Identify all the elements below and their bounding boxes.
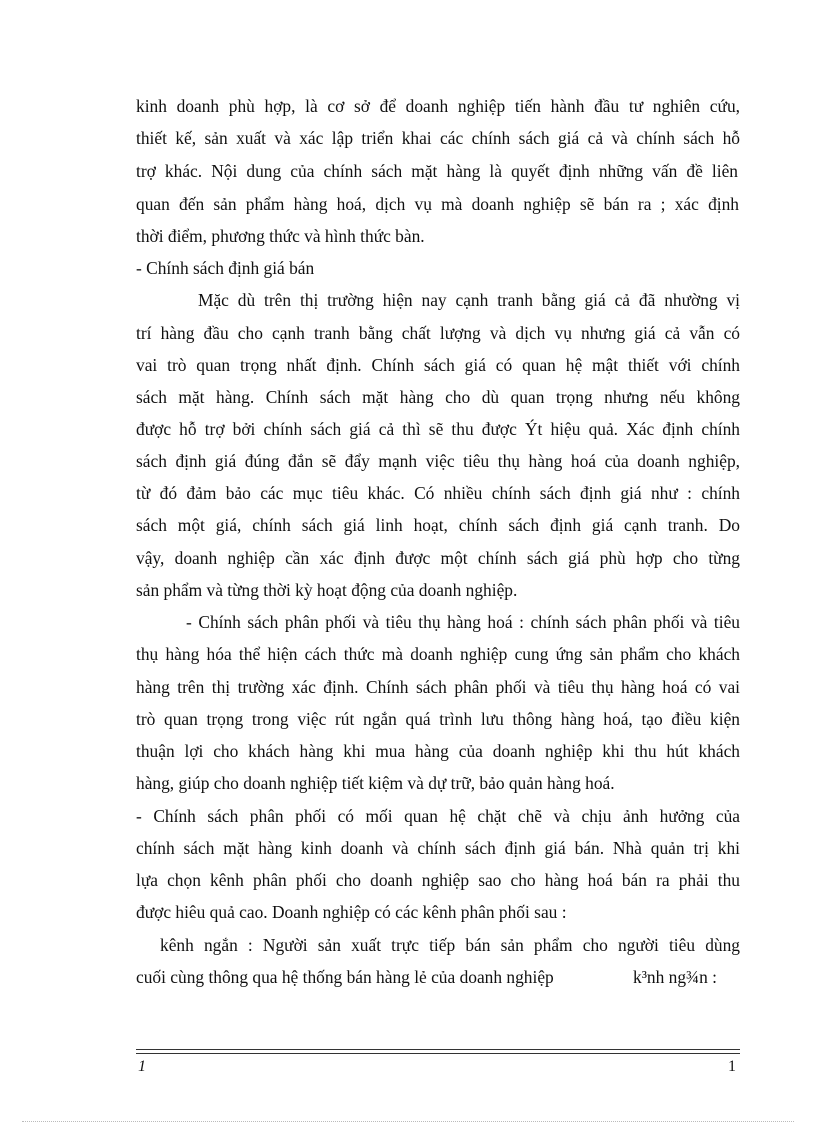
paragraph-line: hàng, giúp cho doanh nghiệp tiết kiệm và dự trữ, bảo quản hàng hoá. (136, 773, 615, 793)
paragraph-line: được hỗ trợ bởi chính sách giá cả thì sẽ thu được Ýt hiệu quả. Xác định chính (136, 419, 740, 439)
paragraph-line: sách mặt hàng. Chính sách mặt hàng cho dù quan trọng nhưng nếu không (136, 387, 740, 407)
garbled-fragment: k³nh ng¾n : (633, 967, 717, 987)
paragraph-line: vậy, doanh nghiệp cần xác định được một chính sách giá phù hợp cho từng (136, 548, 740, 568)
paragraph-line: thụ hàng hóa thể hiện cách thức mà doanh nghiệp cung ứng sản phẩm cho khách (136, 644, 740, 664)
paragraph-line: lựa chọn kênh phân phối cho doanh nghiệp sao cho hàng hoá bán ra phải thu (136, 870, 740, 890)
paragraph-line: trợ khác. Nội dung của chính sách mặt hàng là quyết định những vấn đề liên (136, 161, 738, 181)
paragraph-line: - Chính sách phân phối và tiêu thụ hàng hoá : chính sách phân phối và tiêu (186, 612, 740, 632)
paragraph-line: sản phẩm và từng thời kỳ hoạt động của doanh nghiệp. (136, 580, 518, 600)
paragraph-line: được hiêu quả cao. Doanh nghiệp có các kênh phân phối sau : (136, 902, 567, 922)
paragraph-line: chính sách mặt hàng kinh doanh và chính sách định giá bán. Nhà quản trị khi (136, 838, 740, 858)
paragraph-line: thời điểm, phương thức và hình thức bàn. (136, 226, 425, 246)
section-heading-pricing: - Chính sách định giá bán (136, 258, 315, 278)
footer-rule (136, 1049, 740, 1050)
paragraph-line: kênh ngắn : Người sản xuất trực tiếp bán sản phẩm cho người tiêu dùng (160, 935, 740, 955)
paragraph-line: Mặc dù trên thị trường hiện nay cạnh tranh bằng giá cả đã nhường vị (198, 290, 740, 310)
footer-left-mark: 1 (138, 1058, 146, 1075)
paragraph-line: hàng trên thị trường xác định. Chính sách phân phối và tiêu thụ hàng hoá có vai (136, 677, 740, 697)
paragraph-line: kinh doanh phù hợp, là cơ sở để doanh nghiệp tiến hành đầu tư nghiên cứu, (136, 96, 740, 116)
paragraph-line: cuối cùng thông qua hệ thống bán hàng lẻ của doanh nghiệp (136, 967, 554, 987)
paragraph-line: trò quan trọng trong việc rút ngắn quá trình lưu thông hàng hoá, tạo điều kiện (136, 709, 740, 729)
paragraph-line: sách định giá đúng đắn sẽ đẩy mạnh việc tiêu thụ hàng hoá của doanh nghiệp, (136, 451, 740, 471)
paragraph-line: từ đó đảm bảo các mục tiêu khác. Có nhiều chính sách định giá như : chính (136, 483, 740, 503)
paragraph-line: trí hàng đầu cho cạnh tranh bằng chất lượng và dịch vụ nhưng giá cả vẫn có (136, 323, 740, 343)
paragraph-line: sách một giá, chính sách giá linh hoạt, chính sách định giá cạnh tranh. Do (136, 515, 740, 535)
paragraph-line: - Chính sách phân phối có mối quan hệ chặt chẽ và chịu ảnh hưởng của (136, 806, 740, 826)
paragraph-line: thuận lợi cho khách hàng khi mua hàng của doanh nghiệp khi thu hút khách (136, 741, 740, 761)
paragraph-line: quan đến sản phẩm hàng hoá, dịch vụ mà doanh nghiệp sẽ bán ra ; xác định (136, 194, 739, 214)
paragraph-line: thiết kế, sản xuất và xác lập triển khai các chính sách giá cả và chính sách hỗ (136, 128, 740, 148)
page-number: 1 (728, 1058, 736, 1075)
page-bottom-border (22, 1121, 794, 1122)
paragraph-line: vai trò quan trọng nhất định. Chính sách giá có quan hệ mật thiết với chính (136, 355, 740, 375)
footer-rule (136, 1053, 740, 1054)
